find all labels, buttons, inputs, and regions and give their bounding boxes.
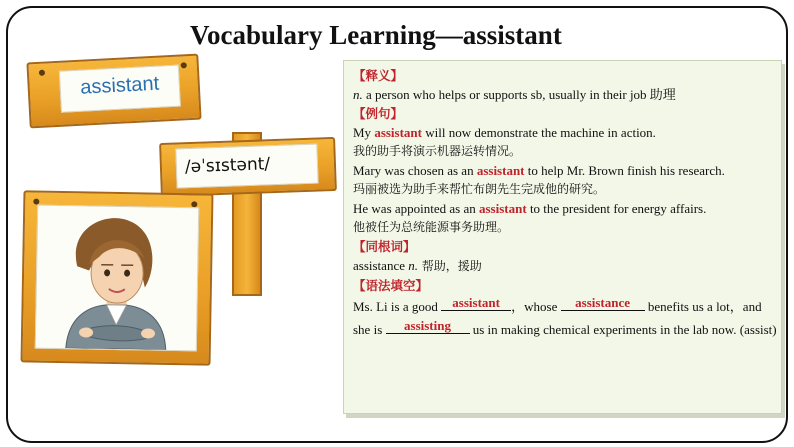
- example-zh: 我的助手将演示机器运转情况。: [353, 144, 522, 158]
- definition-heading: 【释义】: [353, 68, 404, 83]
- word-text: assistant: [79, 72, 160, 99]
- example-keyword: assistant: [374, 125, 422, 140]
- picture-sign: [21, 190, 214, 365]
- cognates-line: assistance n. 帮助，援助: [353, 258, 482, 273]
- answer-blank[interactable]: assistance: [561, 296, 645, 311]
- grammar-heading: 【语法填空】: [353, 278, 429, 293]
- nail-icon: [39, 70, 45, 76]
- grammar-exercise: Ms. Li is a good assistant ，whose assistance benefits us a lot，and she is assisting us in making chemical experiments in the lab now. (assist): [353, 295, 777, 337]
- examples-heading: 【例句】: [353, 106, 404, 121]
- definition-line: [353, 85, 778, 104]
- word-sign: [26, 54, 201, 129]
- page-title: Vocabulary Learning—assistant: [190, 20, 562, 50]
- phonetic-card: [175, 144, 318, 189]
- example-en: Mary was chosen as an assistant to help Mr. Brown finish his research.: [353, 163, 725, 178]
- example-zh: 玛丽被选为助手来帮忙布朗先生完成他的研究。: [353, 182, 606, 196]
- assistant-illustration: [35, 205, 199, 352]
- phonetic-sign: [159, 137, 337, 197]
- example-en: My assistant will now demonstrate the machine in action.: [353, 125, 656, 140]
- phonetic-text: /əˈsɪstənt/: [184, 154, 271, 178]
- definition-pos: n.: [353, 87, 363, 102]
- example-keyword: assistant: [476, 163, 525, 178]
- word-card: [59, 65, 181, 113]
- woman-assistant-icon: [36, 206, 198, 351]
- example-keyword: assistant: [479, 201, 527, 216]
- example-zh: 他被任为总统能源事务助理。: [353, 220, 510, 234]
- answer-blank[interactable]: assistant: [441, 296, 511, 311]
- content-body: [353, 66, 778, 341]
- definition-text: a person who helps or supports sb, usually in their job 助理: [362, 87, 676, 102]
- example-en: He was appointed as an assistant to the president for energy affairs.: [353, 201, 707, 216]
- cognates-heading: 【同根词】: [353, 239, 416, 254]
- nail-icon: [181, 62, 187, 68]
- answer-blank[interactable]: assisting: [386, 319, 470, 334]
